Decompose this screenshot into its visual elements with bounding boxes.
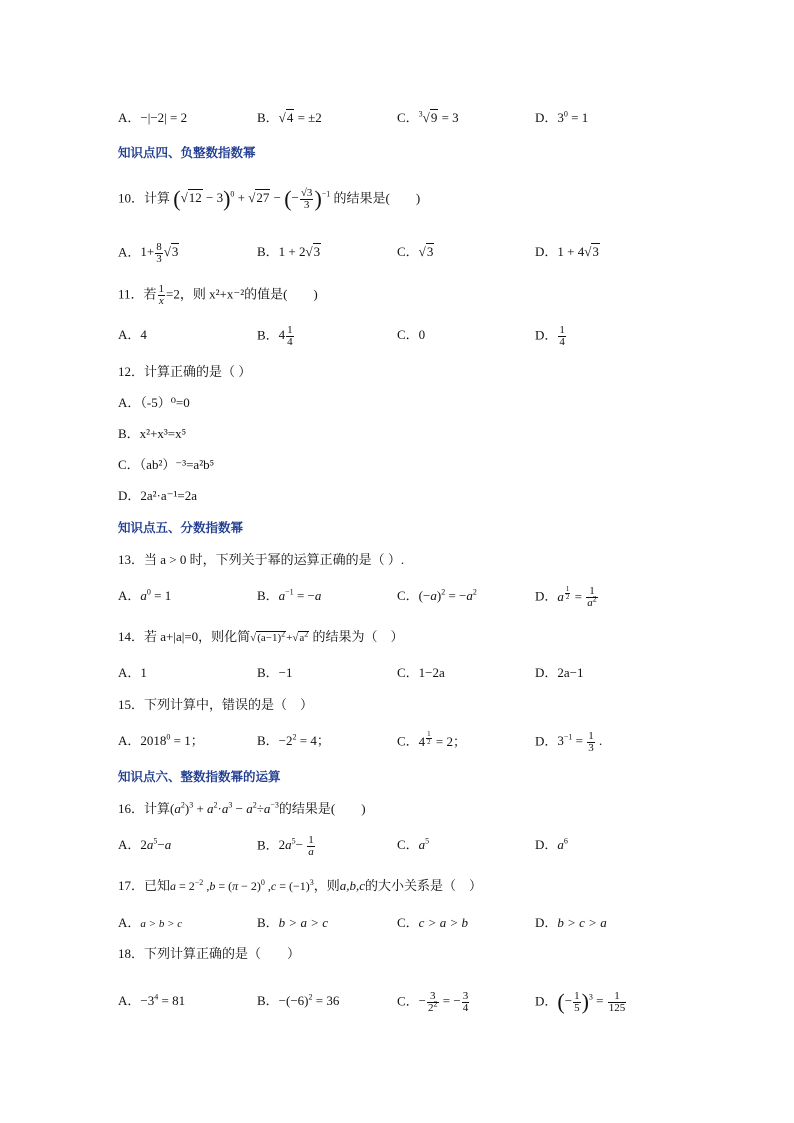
question-16: 16．计算$(a^2)^3 + a^2\cdot a^3 - a^2\div a^{-3}$的结果是( ) — [118, 800, 366, 816]
q12-option-c: C．（ab²）⁻³=a²b⁵ — [118, 457, 215, 472]
question-17: 17．已知$a = 2^{-2}$ $,b = (\pi - 2)^0$ $,c = (-1)^3$，则a,b,c的大小关系是（ ） — [118, 878, 483, 893]
q10-option-c-math: √3 — [418, 244, 434, 259]
q14-option-b: B．−1 — [257, 665, 293, 680]
q13-option-c-math: $(-a)^2 = -a^2$ — [418, 587, 477, 603]
q9-option-c: C．$^3$√9 = 3 — [397, 109, 459, 125]
q16-option-b: B．$2a^5-$ $\frac{1}{a}$ — [257, 834, 314, 858]
q16-option-d-math: $a^6$ — [557, 836, 568, 852]
q9-option-b: B．√4 = ±2 — [257, 110, 322, 125]
q16-option-a-math: $2a^5-a$ — [140, 836, 172, 852]
q15-option-d: D．$3^{-1}$ = $\frac{1}{3}$ . — [535, 730, 603, 754]
q18-option-a-math: $-3^4 = 81$ — [140, 992, 186, 1008]
q12-option-a: A．（-5）⁰=0 — [118, 395, 190, 410]
q11-option-b: B．4 $\frac{1}{4}$ — [257, 324, 293, 348]
q13-option-c: C．$(-a)^2 = -a^2$ — [397, 587, 477, 603]
q17-vars: a,b,c — [339, 878, 366, 893]
q11-option-c-math: 0 — [418, 327, 426, 342]
question-10: 10．计算 $(√12 - 3)^0 + √27$ − (− $\frac{√3}{3}$ )$^{-1}$ 的结果是( ) — [118, 186, 421, 212]
q9-option-d: D．$3^0 = 1$ — [535, 109, 589, 125]
q10-option-d: D．1 + 4√3 — [535, 244, 599, 259]
q17-option-c: C．c > a > b — [397, 915, 468, 930]
q18-option-d-math: (− $\frac{1}{5}$ )$^3$ = $\frac{1}{125}$ — [557, 989, 626, 1015]
q14-option-a: A．1 — [118, 665, 147, 680]
q18-option-c-math: − $\frac{3}{2^2}$ = − $\frac{3}{4}$ — [418, 990, 469, 1014]
q16-option-c: C．$a^5$ — [397, 836, 430, 852]
q17-option-d: D．b > c > a — [535, 915, 607, 930]
q12-option-d: D．2a²·a⁻¹=2a — [118, 488, 198, 503]
section-heading-6: 知识点六、整数指数幂的运算 — [118, 770, 281, 784]
q9-option-b-math: √4 = ±2 — [278, 110, 322, 125]
q11-option-d: D． $\frac{1}{4}$ — [535, 324, 565, 348]
q10-option-a: A．1+ $\frac{8}{3}$ √3 — [118, 241, 179, 265]
q13-option-b-math: $a^{-1} = -a$ — [278, 587, 322, 603]
q18-option-b: B．$-(-6)^2 = 36$ — [257, 992, 340, 1008]
q17-option-d-math: b > c > a — [557, 915, 607, 930]
q10-expression: $(√12 - 3)^0 + √27$ − (− $\frac{√3}{3}$ )$^{-1}$ — [173, 186, 331, 212]
q12-option-b: B．x²+x³=x⁵ — [118, 426, 187, 441]
q14-option-d: D．2a−1 — [535, 665, 584, 680]
q17-option-a-math: a > b > c — [140, 918, 183, 930]
question-15: 15．下列计算中，错误的是（ ） — [118, 697, 314, 712]
q18-option-b-math: $-(-6)^2 = 36$ — [278, 992, 340, 1008]
q17-option-c-math: c > a > b — [418, 915, 468, 930]
q10-option-c: C．√3 — [397, 244, 434, 259]
q15-option-b-math: $-2^2 = 4$； — [278, 732, 330, 748]
q11-option-c: C．0 — [397, 327, 426, 342]
q16-option-a: A．$2a^5-a$ — [118, 836, 172, 852]
q14-option-c: C．1−2a — [397, 665, 445, 680]
section-heading-5: 知识点五、分数指数幂 — [118, 521, 244, 535]
q17-expression: $a = 2^{-2}$ $,b = (\pi - 2)^0$ $,c = (-1)^3$ — [170, 878, 314, 893]
q11-option-a: A．4 — [118, 327, 147, 342]
q18-option-d: D．(− $\frac{1}{5}$ )$^3$ = $\frac{1}{125}$ — [535, 989, 626, 1015]
q15-option-c: C．4 $^{\frac{1}{2}}$ = 2； — [397, 730, 467, 749]
q10-option-a-math: 1+ $\frac{8}{3}$ √3 — [140, 241, 179, 265]
q11-option-a-math: 4 — [140, 327, 147, 342]
q16-option-d: D．$a^6$ — [535, 836, 568, 852]
q17-option-a: A．a > b > c — [118, 915, 183, 930]
q15-option-c-math: 4 $^{\frac{1}{2}}$ = 2； — [418, 730, 467, 749]
question-11: 11．若 $\frac{1}{x}$ =2，则 x²+x⁻²的值是( ) — [118, 283, 318, 307]
q16-expression: $(a^2)^3 + a^2\cdot a^3 - a^2\div a^{-3}$ — [170, 800, 279, 816]
q16-option-b-math: $2a^5-$ $\frac{1}{a}$ — [278, 834, 314, 858]
q18-option-c: C．− $\frac{3}{2^2}$ = − $\frac{3}{4}$ — [397, 990, 469, 1014]
q15-option-b: B．$-2^2 = 4$； — [257, 732, 330, 748]
q13-option-d-math: a $^{\frac{1}{2}}$ = $\frac{1}{a^2}$ — [557, 585, 597, 610]
q9-option-d-math: $3^0 = 1$ — [557, 109, 589, 125]
q15-option-d-math: $3^{-1}$ = $\frac{1}{3}$ . — [557, 730, 603, 754]
q11-option-d-math: $\frac{1}{4}$ — [559, 324, 565, 348]
q9-option-a: A．−|−2| = 2 — [118, 110, 188, 125]
q13-option-d: D．a $^{\frac{1}{2}}$ = $\frac{1}{a^2}$ — [535, 585, 597, 610]
q15-option-a: A．$2018^0 = 1$； — [118, 732, 204, 748]
q10-option-b-math: 1 + 2√3 — [278, 244, 321, 259]
q15-option-a-math: $2018^0 = 1$； — [140, 732, 204, 748]
q13-option-b: B．$a^{-1} = -a$ — [257, 587, 322, 603]
q9-option-a-math: −|−2| = 2 — [140, 110, 188, 125]
q13-option-a: A．$a^0 = 1$ — [118, 587, 172, 603]
q10-option-d-math: 1 + 4√3 — [557, 244, 599, 259]
q13-option-a-math: a — [140, 588, 147, 603]
q16-option-c-math: $a^5$ — [418, 836, 430, 852]
q17-option-b-math: b > a > c — [278, 915, 328, 930]
question-12: 12．计算正确的是（ ） — [118, 364, 252, 379]
question-13: 13．当 a > 0 时，下列关于幂的运算正确的是（ ）. — [118, 552, 405, 567]
q10-option-b: B．1 + 2√3 — [257, 244, 321, 259]
question-18: 18．下列计算正确的是（ ） — [118, 946, 301, 961]
q11-option-b-math: 4 $\frac{1}{4}$ — [278, 324, 293, 348]
question-14: 14．若 a+|a|=0，则化简$√(a-1)^2+√a^2$ 的结果为（ ） — [118, 629, 404, 644]
q14-expression: $√(a-1)^2+√a^2$ — [250, 629, 309, 644]
q17-option-b: B．b > a > c — [257, 915, 328, 930]
q18-option-a: A．$-3^4 = 81$ — [118, 992, 186, 1008]
q9-option-c-math: $^3$√9 = 3 — [418, 109, 459, 125]
section-heading-4: 知识点四、负整数指数幂 — [118, 146, 256, 160]
